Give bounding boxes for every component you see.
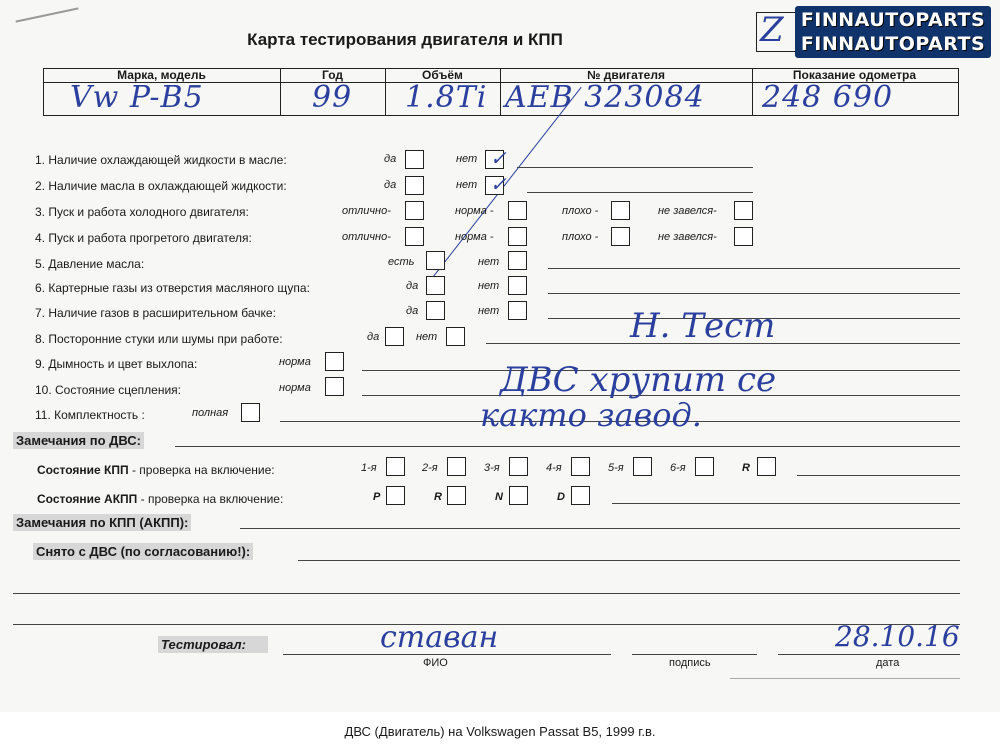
watermark-line: FINNAUTOPARTS bbox=[800, 33, 986, 55]
pen-stroke bbox=[15, 7, 78, 22]
gear-label: 5-я bbox=[608, 462, 624, 474]
mode-label: R bbox=[434, 491, 442, 503]
value-year: 99 bbox=[312, 80, 353, 115]
header-odometer: Показание одометра bbox=[792, 68, 917, 82]
checkbox-q4-excellent[interactable] bbox=[405, 227, 424, 246]
answer-line bbox=[548, 293, 960, 294]
mode-label: P bbox=[373, 491, 381, 503]
option-label: нет bbox=[456, 153, 478, 165]
section-gearbox-remarks: Замечания по КПП (АКПП): bbox=[13, 514, 191, 531]
signature-line-date bbox=[778, 654, 960, 655]
checkbox-q8-no[interactable] bbox=[446, 327, 465, 346]
checkbox-gear-2[interactable] bbox=[447, 457, 466, 476]
option-label: не завелся- bbox=[658, 205, 717, 217]
question-9-label: 9. Дымность и цвет выхлопа: bbox=[35, 357, 198, 371]
header-engine-number: № двигателя bbox=[587, 68, 665, 82]
checkbox-q4-normal[interactable] bbox=[508, 227, 527, 246]
checkbox-q7-no[interactable] bbox=[508, 301, 527, 320]
handwritten-note: Н. Тест bbox=[630, 306, 776, 346]
option-label: отлично- bbox=[342, 231, 391, 243]
gear-label: 4-я bbox=[546, 462, 562, 474]
checkbox-gear-4[interactable] bbox=[571, 457, 590, 476]
question-5-label: 5. Давление масла: bbox=[35, 257, 145, 271]
option-label: плохо - bbox=[562, 231, 599, 243]
question-3-label: 3. Пуск и работа холодного двигателя: bbox=[35, 205, 249, 219]
checkbox-q4-no-start[interactable] bbox=[734, 227, 753, 246]
finnautoparts-watermark bbox=[795, 6, 991, 58]
kpp-check-label bbox=[37, 463, 275, 477]
option-label: нет bbox=[416, 331, 438, 343]
image-caption: ДВС (Двигатель) на Volkswagen Passat B5, 1999 г.в. bbox=[344, 724, 656, 739]
handwritten-note: ДВС хрупит се bbox=[500, 360, 777, 400]
caption-signature: подпись bbox=[669, 657, 711, 669]
checkbox-q7-yes[interactable] bbox=[426, 301, 445, 320]
checkbox-q5-yes[interactable] bbox=[426, 251, 445, 270]
signature-line-signature bbox=[632, 654, 757, 655]
answer-line bbox=[517, 167, 753, 168]
akpp-check-label bbox=[37, 492, 283, 506]
option-label: да bbox=[384, 153, 397, 165]
checkbox-mode-n[interactable] bbox=[509, 486, 528, 505]
value-brand-model: Vw P-B5 bbox=[70, 80, 204, 115]
value-volume: 1.8Ti bbox=[405, 80, 488, 115]
kpp-label: Состояние КПП bbox=[37, 463, 129, 477]
handwritten-date: 28.10.16 bbox=[835, 620, 960, 653]
option-label: плохо - bbox=[562, 205, 599, 217]
answer-line bbox=[548, 268, 960, 269]
option-label: нет bbox=[456, 179, 478, 191]
option-label: норма bbox=[279, 382, 311, 394]
option-label: да bbox=[406, 280, 419, 292]
gear-label: 6-я bbox=[670, 462, 686, 474]
checkbox-q9-normal[interactable] bbox=[325, 352, 344, 371]
option-label: да bbox=[406, 305, 419, 317]
faint-line bbox=[730, 678, 960, 679]
remarks-line bbox=[13, 593, 960, 594]
checkbox-mode-p[interactable] bbox=[386, 486, 405, 505]
option-label: норма - bbox=[455, 231, 494, 243]
question-6-label: 6. Картерные газы из отверстия масляного щупа: bbox=[35, 281, 310, 295]
checkbox-q3-bad[interactable] bbox=[611, 201, 630, 220]
handwritten-check: ✓ bbox=[490, 146, 507, 170]
handwritten-check: ✓ bbox=[490, 172, 507, 196]
remarks-line bbox=[298, 560, 960, 561]
handwritten-note: както завод. bbox=[480, 396, 702, 434]
gear-label: 1-я bbox=[361, 462, 377, 474]
checkbox-gear-1[interactable] bbox=[386, 457, 405, 476]
checkbox-gear-5[interactable] bbox=[633, 457, 652, 476]
header-volume: Объём bbox=[422, 68, 463, 82]
question-8-label: 8. Посторонние стуки или шумы при работе: bbox=[35, 332, 283, 346]
question-11-label: 11. Комплектность : bbox=[35, 408, 145, 422]
checkbox-q3-excellent[interactable] bbox=[405, 201, 424, 220]
checkbox-q5-no[interactable] bbox=[508, 251, 527, 270]
akpp-label: Состояние АКПП bbox=[37, 492, 138, 506]
section-removed-from-engine: Снято с ДВС (по согласованию!): bbox=[33, 543, 253, 560]
question-1-label: 1. Наличие охлаждающей жидкости в масле: bbox=[35, 153, 287, 167]
caption-date: дата bbox=[876, 657, 900, 669]
value-odometer: 248 690 bbox=[762, 80, 894, 115]
checkbox-mode-d[interactable] bbox=[571, 486, 590, 505]
remarks-line bbox=[175, 446, 960, 447]
option-label: норма - bbox=[455, 205, 494, 217]
form-title: Карта тестирования двигателя и КПП bbox=[247, 30, 563, 49]
header-brand-model: Марка, модель bbox=[117, 68, 206, 82]
answer-line bbox=[612, 503, 960, 504]
tested-by-label: Тестировал: bbox=[158, 636, 268, 653]
question-2-label: 2. Наличие масла в охлаждающей жидкости: bbox=[35, 179, 287, 193]
option-label: да bbox=[384, 179, 397, 191]
checkbox-q2-yes[interactable] bbox=[405, 176, 424, 195]
answer-line bbox=[797, 475, 960, 476]
checkbox-q8-yes[interactable] bbox=[385, 327, 404, 346]
answer-line bbox=[527, 192, 753, 193]
checkbox-gear-6[interactable] bbox=[695, 457, 714, 476]
checkbox-gear-3[interactable] bbox=[509, 457, 528, 476]
checkbox-q10-normal[interactable] bbox=[325, 377, 344, 396]
value-engine-number: AEB 323084 bbox=[505, 80, 705, 115]
header-year: Год bbox=[322, 68, 343, 82]
question-7-label: 7. Наличие газов в расширительном бачке: bbox=[35, 306, 276, 320]
section-engine-remarks: Замечания по ДВС: bbox=[13, 432, 144, 449]
checkbox-mode-r[interactable] bbox=[447, 486, 466, 505]
handwritten-name: ставан bbox=[380, 620, 499, 655]
checkbox-q4-bad[interactable] bbox=[611, 227, 630, 246]
option-label: нет bbox=[478, 256, 500, 268]
corner-mark: Z bbox=[760, 10, 784, 50]
option-label: да bbox=[367, 331, 380, 343]
option-label: нет bbox=[478, 305, 500, 317]
option-label: полная bbox=[192, 407, 229, 419]
option-label: отлично- bbox=[342, 205, 391, 217]
option-label: нет bbox=[478, 280, 500, 292]
watermark-line: FINNAUTOPARTS bbox=[800, 9, 986, 31]
checkbox-q1-yes[interactable] bbox=[405, 150, 424, 169]
question-4-label: 4. Пуск и работа прогретого двигателя: bbox=[35, 231, 252, 245]
checkbox-q6-yes[interactable] bbox=[426, 276, 445, 295]
caption-fio: ФИО bbox=[423, 657, 448, 669]
akpp-label-rest: - проверка на включение: bbox=[137, 492, 284, 506]
checkbox-gear-r[interactable] bbox=[757, 457, 776, 476]
checkbox-q3-normal[interactable] bbox=[508, 201, 527, 220]
checkbox-q11-full[interactable] bbox=[241, 403, 260, 422]
checkbox-q6-no[interactable] bbox=[508, 276, 527, 295]
gear-label: R bbox=[742, 462, 750, 474]
gear-label: 3-я bbox=[484, 462, 500, 474]
gear-label: 2-я bbox=[422, 462, 438, 474]
option-label: норма bbox=[279, 356, 311, 368]
kpp-label-rest: - проверка на включение: bbox=[128, 463, 275, 477]
mode-label: D bbox=[557, 491, 565, 503]
option-label: есть bbox=[388, 256, 415, 268]
option-label: не завелся- bbox=[658, 231, 717, 243]
mode-label: N bbox=[495, 491, 503, 503]
remarks-line bbox=[240, 528, 960, 529]
question-10-label: 10. Состояние сцепления: bbox=[35, 383, 181, 397]
checkbox-q3-no-start[interactable] bbox=[734, 201, 753, 220]
